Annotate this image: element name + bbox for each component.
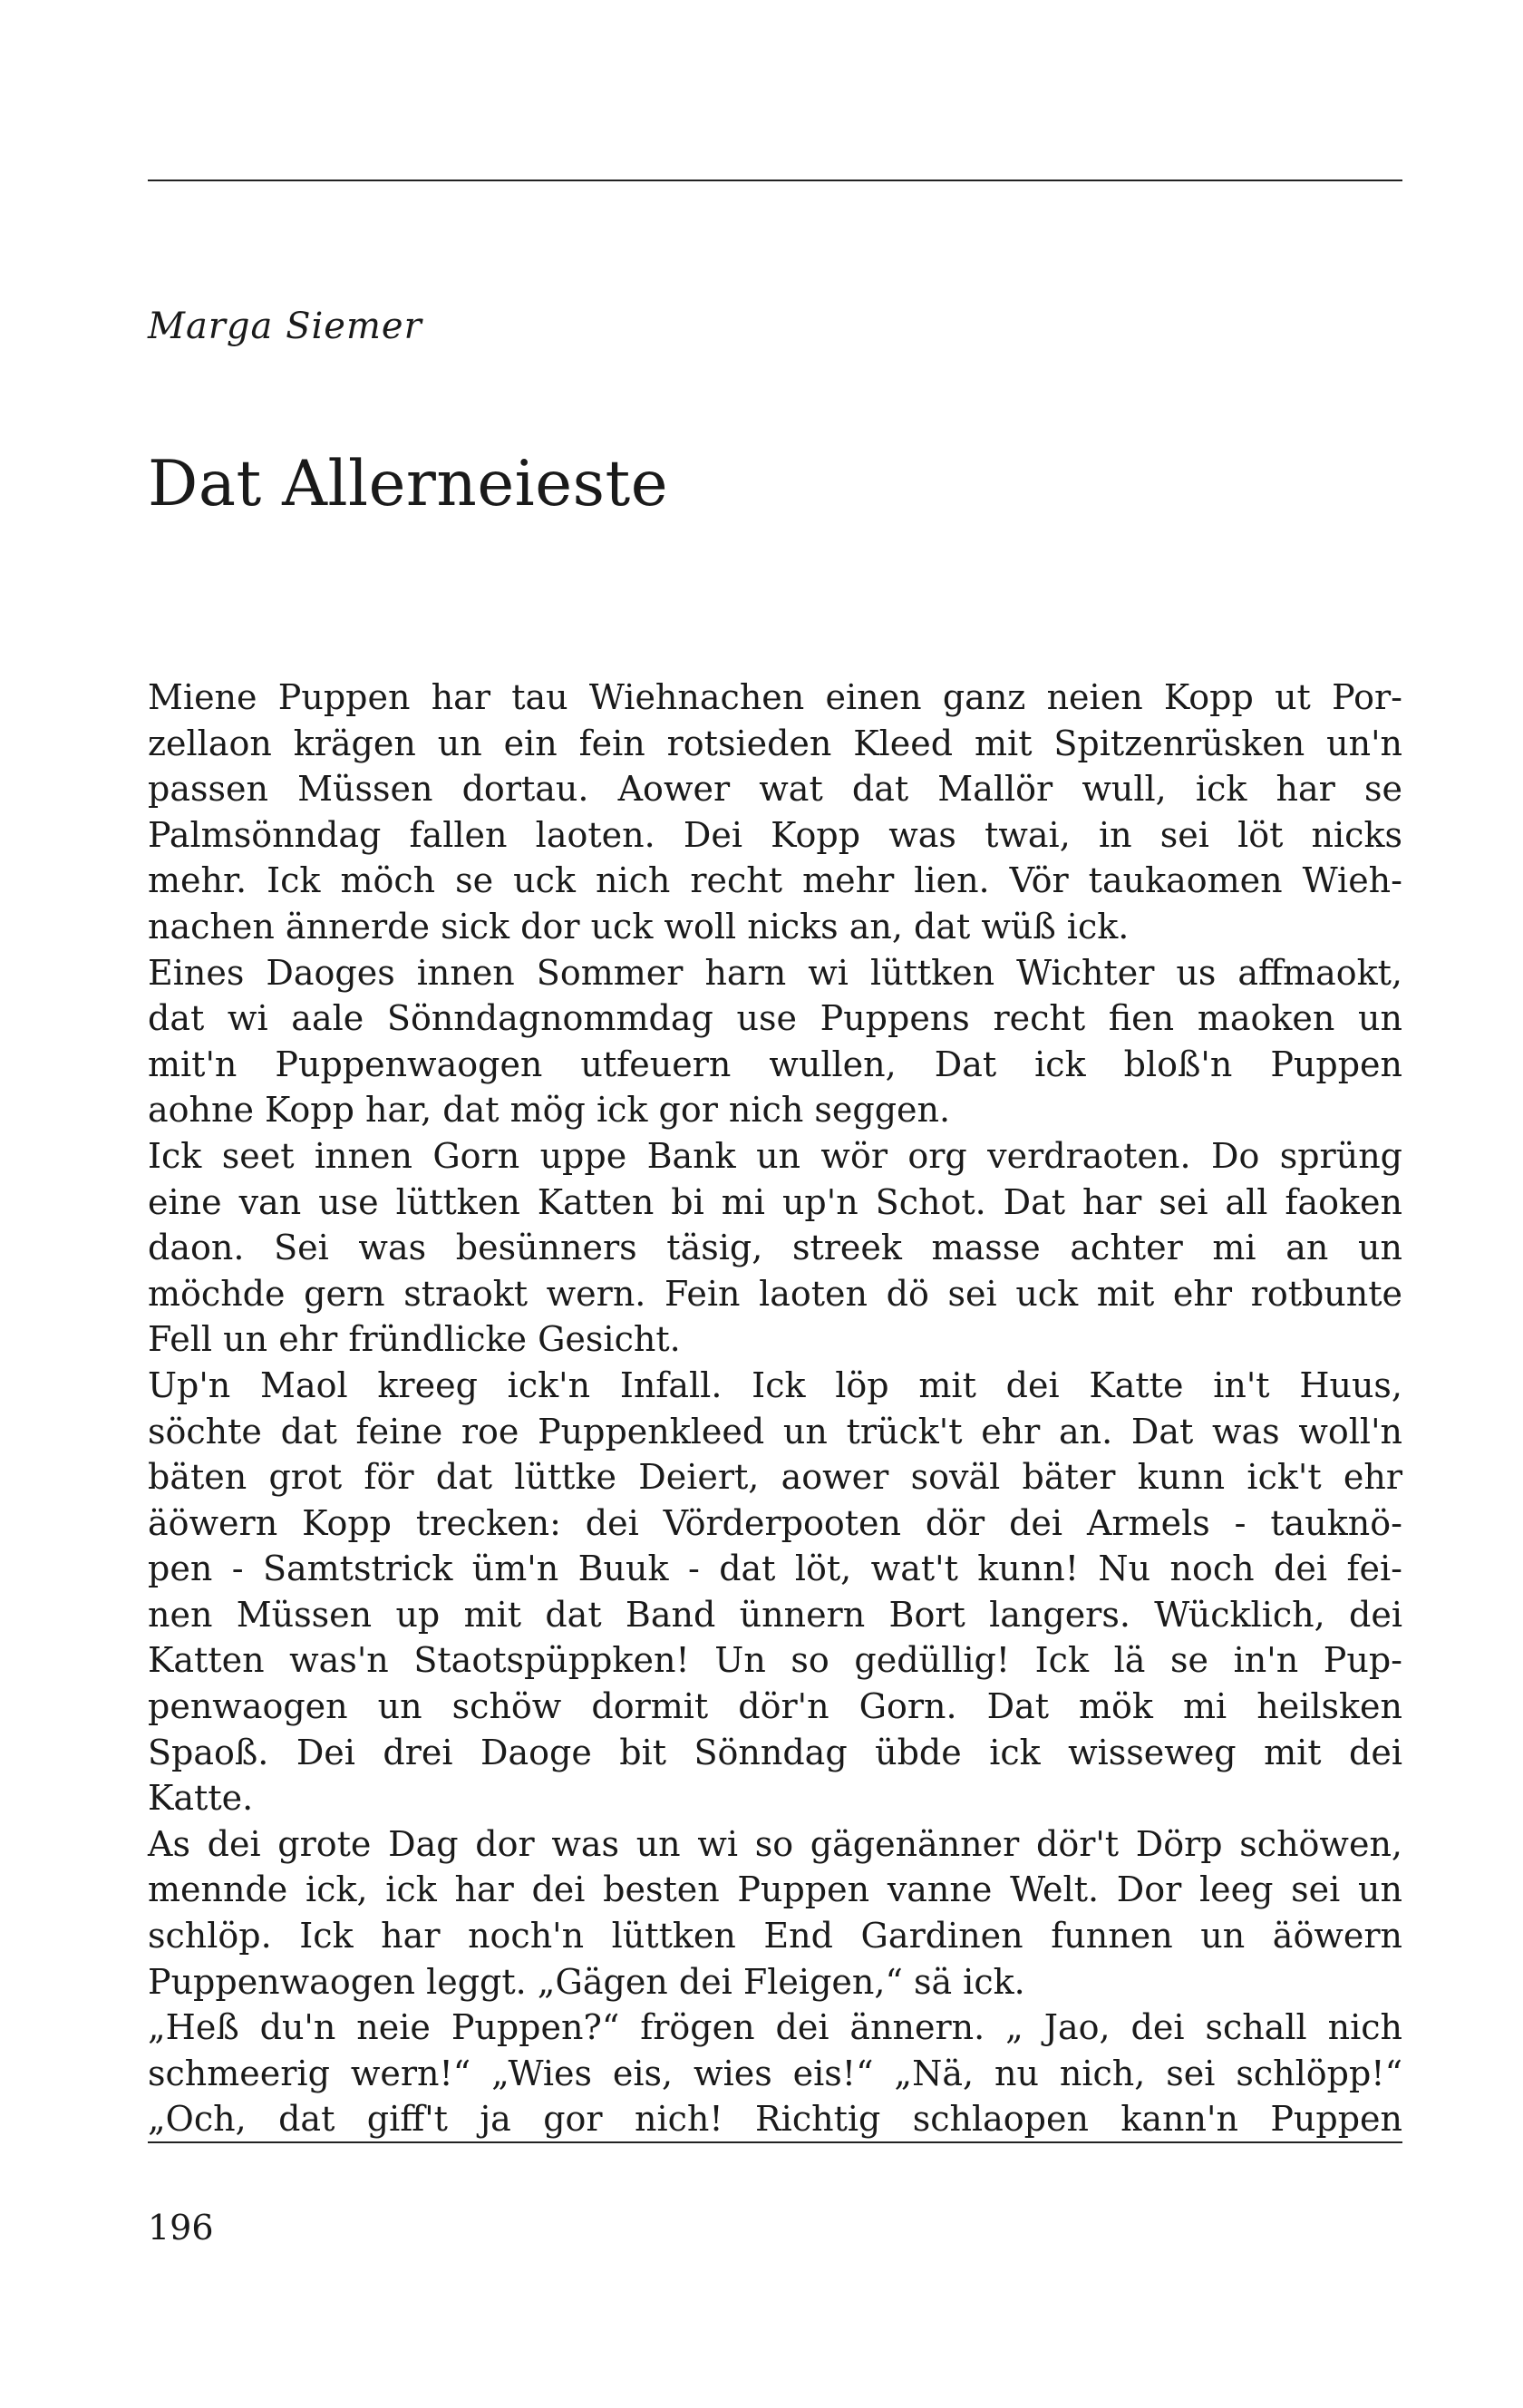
- text-line: mit'n Puppenwaogen utfeuern wullen, Dat ick bloß'n Puppen: [148, 1044, 1402, 1084]
- text-line: Puppenwaogen leggt. „Gägen dei Fleigen,“ sä ick.: [148, 1961, 1025, 2002]
- text-line: pen - Samtstrick üm'n Buuk - dat löt, wat't kunn! Nu noch dei fei-: [148, 1549, 1402, 1589]
- text-line: Eines Daoges innen Sommer harn wi lüttken Wichter us affmaokt,: [148, 952, 1402, 993]
- text-line: passen Müssen dortau. Aower wat dat Mallör wull, ick har se: [148, 769, 1402, 810]
- text-line: daon. Sei was besünners täsig, streek masse achter mi an un: [148, 1228, 1402, 1268]
- text-line: Katten was'n Staotspüppken! Un so gedüllig! Ick lä se in'n Pup-: [148, 1640, 1402, 1681]
- top-rule: [148, 180, 1402, 181]
- page-number: 196: [148, 2208, 214, 2248]
- text-line: nachen ännerde sick dor uck woll nicks an, dat wüß ick.: [148, 906, 1130, 947]
- text-line: bäten grot för dat lüttke Deiert, aower soväl bäter kunn ick't ehr: [148, 1457, 1402, 1498]
- bottom-rule: [148, 2141, 1402, 2143]
- text-line: dat wi aale Sönndagnommdag use Puppens recht fien maoken un: [148, 998, 1402, 1039]
- text-line: äöwern Kopp trecken: dei Vörderpooten dör dei Armels - tauknö-: [148, 1502, 1402, 1543]
- text-line: zellaon krägen un ein fein rotsieden Kleed mit Spitzenrüsken un'n: [148, 723, 1402, 763]
- text-line: As dei grote Dag dor was un wi so gägenänner dör't Dörp schöwen,: [148, 1823, 1402, 1864]
- body-text: [148, 675, 1402, 2142]
- text-line: eine van use lüttken Katten bi mi up'n Schot. Dat har sei all faoken: [148, 1181, 1402, 1222]
- text-line: aohne Kopp har, dat mög ick gor nich seggen.: [148, 1090, 951, 1131]
- text-line: mennde ick, ick har dei besten Puppen vanne Welt. Dor leeg sei un: [148, 1869, 1402, 1910]
- text-line: penwaogen un schöw dormit dör'n Gorn. Dat mök mi heilsken: [148, 1686, 1402, 1727]
- text-line: schlöp. Ick har noch'n lüttken End Gardinen funnen un äöwern: [148, 1916, 1402, 1956]
- text-line: „Heß du'n neie Puppen?“ frögen dei ännern. „ Jao, dei schall nich: [148, 2007, 1402, 2048]
- text-line: Spaoß. Dei drei Daoge bit Sönndag übde ick wisseweg mit dei: [148, 1732, 1402, 1772]
- text-line: Ick seet innen Gorn uppe Bank un wör org verdraoten. Do sprüng: [148, 1135, 1402, 1176]
- text-line: möchde gern straokt wern. Fein laoten dö sei uck mit ehr rotbunte: [148, 1273, 1402, 1314]
- text-line: Palmsönndag fallen laoten. Dei Kopp was twai, in sei löt nicks: [148, 814, 1402, 855]
- author-name: Marga Siemer: [148, 306, 422, 347]
- text-line: Up'n Maol kreeg ick'n Infall. Ick löp mit dei Katte in't Huus,: [148, 1364, 1402, 1405]
- text-line: Fell un ehr fründlicke Gesicht.: [148, 1319, 681, 1360]
- text-line: Miene Puppen har tau Wiehnachen einen ganz neien Kopp ut Por-: [148, 677, 1402, 717]
- story-title: Dat Allerneieste: [148, 448, 669, 520]
- text-line: mehr. Ick möch se uck nich recht mehr lien. Vör taukaomen Wieh-: [148, 860, 1402, 901]
- text-line: Katte.: [148, 1778, 254, 1819]
- text-line: schmeerig wern!“ „Wies eis, wies eis!“ „Nä, nu nich, sei schlöpp!“: [148, 2053, 1402, 2093]
- text-line: nen Müssen up mit dat Band ünnern Bort langers. Wücklich, dei: [148, 1594, 1402, 1635]
- text-line: söchte dat feine roe Puppenkleed un trück't ehr an. Dat was woll'n: [148, 1411, 1402, 1452]
- text-line: „Och, dat giff't ja gor nich! Richtig schlaopen kann'n Puppen: [148, 2099, 1402, 2140]
